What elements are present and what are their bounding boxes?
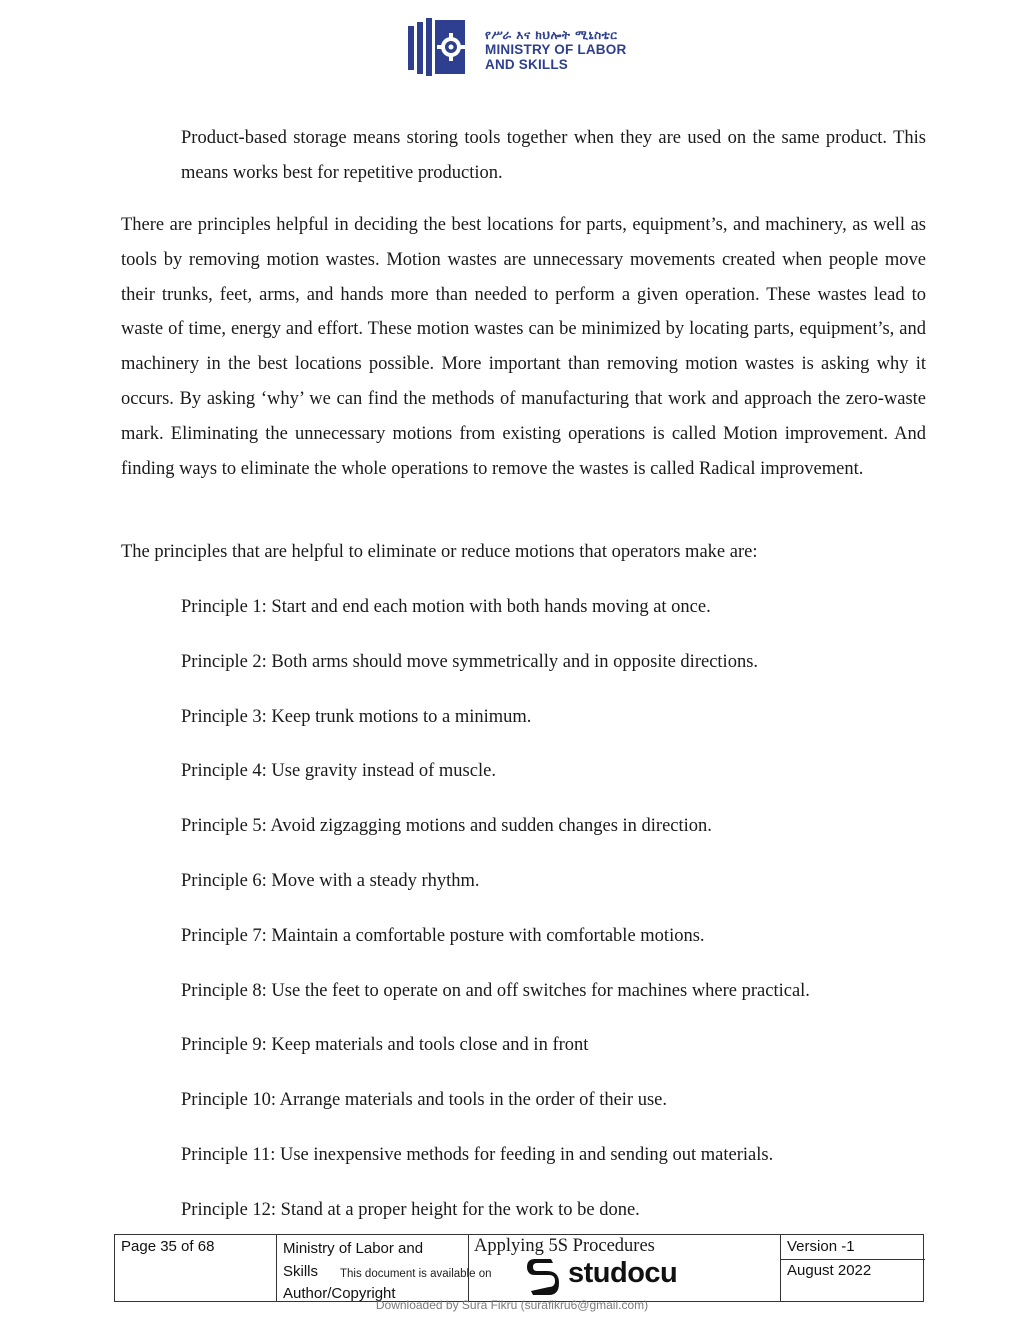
principle-text: Principle 6: Move with a steady rhythm. [181,870,480,891]
ministry-line-1: Ministry of Labor and [283,1240,424,1257]
principle-text: Principle 1: Start and end each motion with both hands moving at once. [181,597,711,617]
principle-text: Principle 5: Avoid zigzagging motions and sudden changes in direction. [181,816,712,837]
principle-text: Principle 8: Use the feet to operate on and off switches for machines where practical. [181,980,810,1001]
footer-table [114,1234,924,1302]
studocu-wordmark: studocu [568,1257,678,1289]
paragraph-product-storage: Product-based storage means storing tools together when they are used on the same product. This means works best for repetitive production. [181,128,926,183]
principle-text: Principle 10: Arrange materials and tools in the order of their use. [181,1090,668,1111]
version-date: August 2022 [787,1262,872,1279]
logo-line-2: AND SKILLS [485,57,568,72]
logo-amharic: የሥራ እና ክህሎት ሚኒስቴር [485,28,618,42]
available-on-text: This document is available on [340,1268,492,1280]
ministry-line-2: Skills [283,1262,319,1280]
ministry-logo-icon [408,18,468,76]
logo-text [485,28,626,72]
list-item [150,974,930,1029]
paragraph-motion-wastes: There are principles helpful in deciding the best locations for parts, equipment’s, and machinery, as well as tools by removing motion wastes. Motion wastes are unnecessary movements created when people move their trunks, feet, arms, and hands more than needed to perform a given operation. These wastes lead to waste of time, energy and effort. These motion wastes can be minimized by locating parts, equipment’s, and machinery in the best locations possible. More important than removing motion wastes is asking why it occurs. By asking ‘why’ we can find the methods of manufacturing that work and approach the zero-waste mark. Eliminating the unnecessary motions from existing operations is called Motion improvement. And finding ways to eliminate the whole operations to remove the wastes is called Radical improvement. [121,215,926,479]
list-item [150,1083,930,1138]
paragraph-principles-intro: The principles that are helpful to eliminate or reduce motions that operators make are: [121,542,758,562]
principle-text: Principle 4: Use gravity instead of muscle. [181,761,496,782]
principle-text: Principle 3: Keep trunk motions to a minimum. [181,706,532,727]
principle-text: Principle 11: Use inexpensive methods for feeding in and sending out materials. [181,1144,774,1165]
page-number: Page 35 of 68 [121,1238,215,1255]
logo-line-1: MINISTRY OF LABOR [485,42,627,57]
list-item [150,700,930,755]
list-item [150,754,930,809]
version-label: Version -1 [781,1235,925,1260]
list-item [150,1028,930,1083]
principle-text: Principle 2: Both arms should move symmetrically and in opposite directions. [181,651,759,672]
list-item [150,590,930,645]
principle-text: Principle 12: Stand at a proper height for the work to be done. [181,1199,640,1220]
download-notice: Downloaded by Sura Fikru (surafikru6@gmail.com) [375,1298,649,1312]
ministry-logo [408,18,648,78]
list-item [150,645,930,700]
principles-list [150,590,930,1248]
principle-text: Principle 7: Maintain a comfortable posture with comfortable motions. [181,925,705,946]
footer-version-cell [781,1235,925,1301]
list-item [150,919,930,974]
list-item [150,809,930,864]
studocu-icon [523,1255,563,1295]
list-item [150,864,930,919]
principle-text: Principle 9: Keep materials and tools close and in front [181,1035,589,1056]
list-item [150,1138,930,1193]
document-title: Applying 5S Procedures [474,1236,655,1256]
ministry-line-3: Author/Copyright [283,1285,396,1302]
footer-page-cell [115,1235,277,1301]
studocu-logo[interactable] [523,1255,693,1295]
